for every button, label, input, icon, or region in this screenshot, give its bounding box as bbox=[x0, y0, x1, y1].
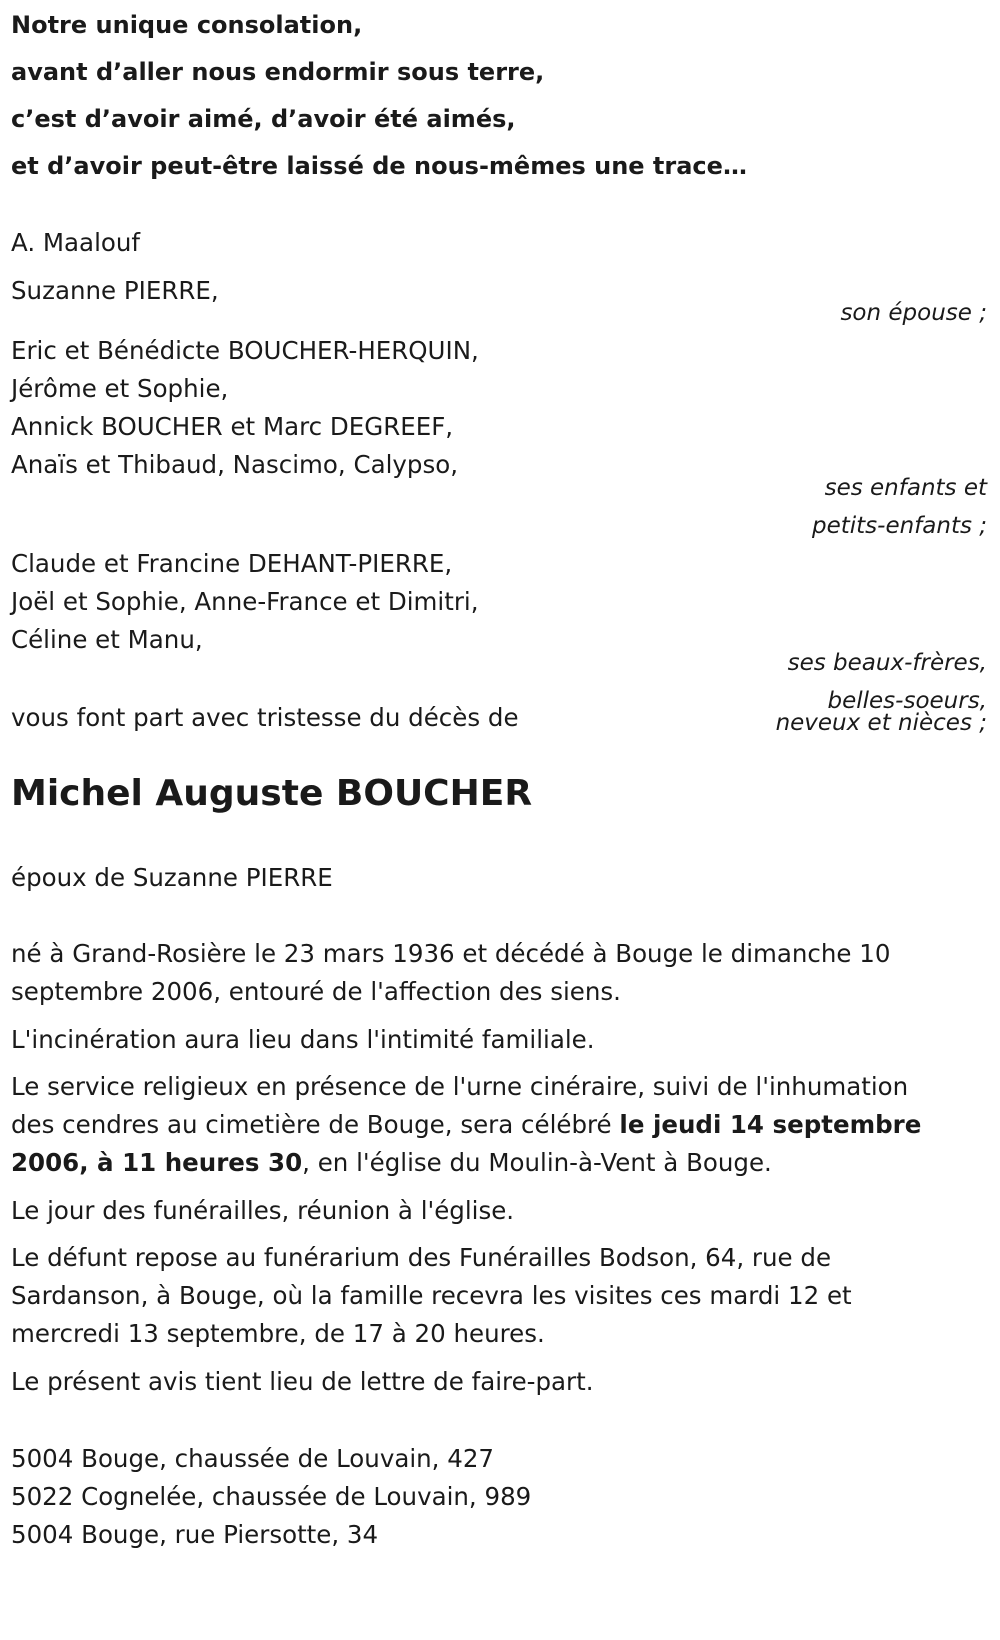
rest-line-3: mercredi 13 septembre, de 17 à 20 heures. bbox=[11, 1319, 545, 1348]
service-place: , en l'église du Moulin-à-Vent à Bouge. bbox=[302, 1148, 772, 1177]
address-2: 5022 Cognelée, chaussée de Louvain, 989 bbox=[11, 1482, 532, 1511]
cremation-line: L'incinération aura lieu dans l'intimité familiale. bbox=[11, 1025, 595, 1054]
deceased-spouse-of: époux de Suzanne PIERRE bbox=[11, 863, 333, 892]
notice-line: Le présent avis tient lieu de lettre de faire-part. bbox=[11, 1367, 594, 1396]
rest-line-2: Sardanson, à Bouge, où la famille recevra les visites ces mardi 12 et bbox=[11, 1281, 852, 1310]
quote-line-3: c’est d’avoir aimé, d’avoir été aimés, bbox=[11, 105, 516, 133]
service-date: le jeudi 14 septembre bbox=[619, 1110, 922, 1139]
address-1: 5004 Bouge, chaussée de Louvain, 427 bbox=[11, 1444, 495, 1473]
inlaws-line-3: Céline et Manu, bbox=[11, 625, 203, 654]
children-line-2: Jérôme et Sophie, bbox=[11, 374, 229, 403]
quote-line-2: avant d’aller nous endormir sous terre, bbox=[11, 58, 545, 86]
inlaws-relation-3: neveux et nièces ; bbox=[775, 710, 987, 736]
children-relation-1: ses enfants et bbox=[824, 475, 987, 501]
children-relation-2: petits-enfants ; bbox=[811, 513, 987, 539]
announcement-line: vous font part avec tristesse du décès de bbox=[11, 703, 519, 732]
children-line-3: Annick BOUCHER et Marc DEGREEF, bbox=[11, 412, 454, 441]
deceased-name: Michel Auguste BOUCHER bbox=[11, 773, 533, 814]
children-line-1: Eric et Bénédicte BOUCHER-HERQUIN, bbox=[11, 336, 479, 365]
children-line-4: Anaïs et Thibaud, Nascimo, Calypso, bbox=[11, 450, 458, 479]
inlaws-relation-1: ses beaux-frères, bbox=[787, 650, 987, 676]
service-line-3 bbox=[11, 1148, 772, 1178]
service-time: 2006, à 11 heures 30 bbox=[11, 1148, 303, 1177]
birth-death-line-2: septembre 2006, entouré de l'affection des siens. bbox=[11, 977, 621, 1006]
quote-author: A. Maalouf bbox=[11, 228, 141, 257]
rest-line-1: Le défunt repose au funérarium des Funérailles Bodson, 64, rue de bbox=[11, 1243, 832, 1272]
quote-line-4: et d’avoir peut-être laissé de nous-mêmes une trace… bbox=[11, 152, 747, 180]
spouse-relation: son épouse ; bbox=[840, 300, 987, 326]
inlaws-line-1: Claude et Francine DEHANT-PIERRE, bbox=[11, 549, 453, 578]
quote-line-1: Notre unique consolation, bbox=[11, 11, 363, 39]
inlaws-relation-2: belles-soeurs, bbox=[827, 688, 987, 714]
address-3: 5004 Bouge, rue Piersotte, 34 bbox=[11, 1520, 379, 1549]
birth-death-line-1: né à Grand-Rosière le 23 mars 1936 et décédé à Bouge le dimanche 10 bbox=[11, 939, 891, 968]
service-line-1: Le service religieux en présence de l'urne cinéraire, suivi de l'inhumation bbox=[11, 1072, 909, 1101]
inlaws-line-2: Joël et Sophie, Anne-France et Dimitri, bbox=[11, 587, 479, 616]
meeting-line: Le jour des funérailles, réunion à l'église. bbox=[11, 1196, 515, 1225]
service-line-2-text: des cendres au cimetière de Bouge, sera célébré bbox=[11, 1110, 620, 1139]
spouse-name: Suzanne PIERRE, bbox=[11, 276, 219, 305]
service-line-2 bbox=[11, 1110, 921, 1140]
